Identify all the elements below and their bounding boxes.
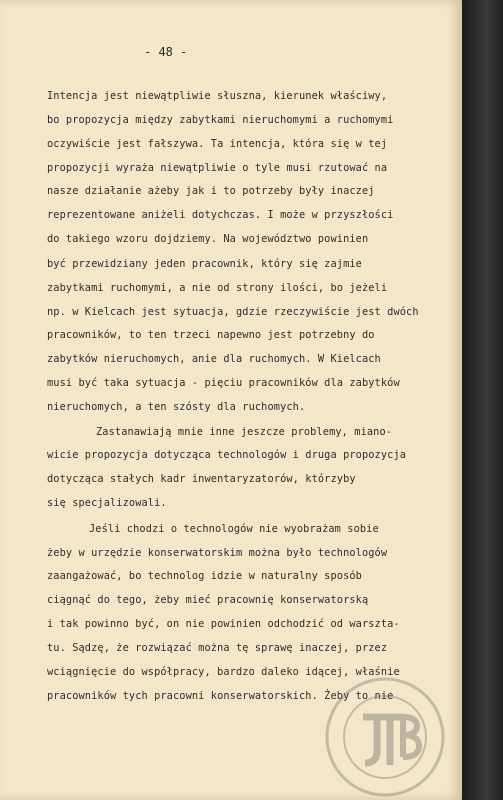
text-line: zaangażować, bo technolog idzie w naturalny sposób (47, 570, 362, 582)
text-line: zabytkami ruchomymi, a nie od strony ilości, bo jeżeli (47, 282, 388, 294)
text-line: wciągnięcie do współpracy, bardzo daleko idącej, właśnie (47, 666, 400, 678)
text-line: i tak powinno być, on nie powinien odchodzić od warszta- (47, 618, 400, 630)
archive-stamp (323, 675, 448, 800)
text-line: pracowników, to ten trzeci napewno jest potrzebny do (47, 329, 375, 341)
text-line: dotycząca stałych kadr inwentaryzatorów, którzyby (47, 473, 356, 485)
text-line: reprezentowane aniżeli dotychczas. I może w przyszłości (47, 209, 394, 221)
text-line: Jeśli chodzi o technologów nie wyobrażam sobie (89, 523, 379, 535)
text-line: nasze działanie ażeby jak i to potrzeby były inaczej (47, 185, 375, 197)
text-line: bo propozycja między zabytkami nieruchomymi a ruchomymi (47, 114, 394, 126)
text-line: do takiego wzoru dojdziemy. Na województwo powinien (47, 233, 369, 245)
text-line: musi być taka sytuacja - pięciu pracowników dla zabytków (47, 377, 400, 389)
text-line: tu. Sądzę, że rozwiązać można tę sprawę inaczej, przez (47, 642, 388, 654)
text-line: wicie propozycja dotycząca technologów i druga propozycja (47, 449, 407, 461)
text-line: Intencja jest niewątpliwie słuszna, kierunek właściwy, (47, 90, 388, 102)
text-line: być przewidziany jeden pracownik, który się zajmie (47, 258, 362, 270)
page-number: - 48 - (144, 45, 188, 59)
text-line: np. w Kielcach jest sytuacja, gdzie rzeczywiście jest dwóch (47, 306, 419, 318)
text-line: Zastanawiają mnie inne jeszcze problemy, miano- (96, 426, 393, 438)
text-line: pracowników tych pracowni konserwatorskich. Żeby to nie (47, 690, 394, 702)
text-line: żeby w urzędzie konserwatorskim można było technologów (47, 547, 388, 559)
text-line: się specjalizowali. (47, 497, 167, 509)
text-line: nieruchomych, a ten szósty dla ruchomych. (47, 401, 306, 413)
text-line: propozycji wyraża niewątpliwie o tyle musi rzutować na (47, 162, 388, 174)
text-line: zabytków nieruchomych, anie dla ruchomych. W Kielcach (47, 353, 381, 365)
text-line: oczywiście jest fałszywa. Ta intencja, która się w tej (47, 138, 388, 150)
text-line: ciągnąć do tego, żeby mieć pracownię konserwatorską (47, 594, 369, 606)
book-edge (462, 0, 503, 800)
